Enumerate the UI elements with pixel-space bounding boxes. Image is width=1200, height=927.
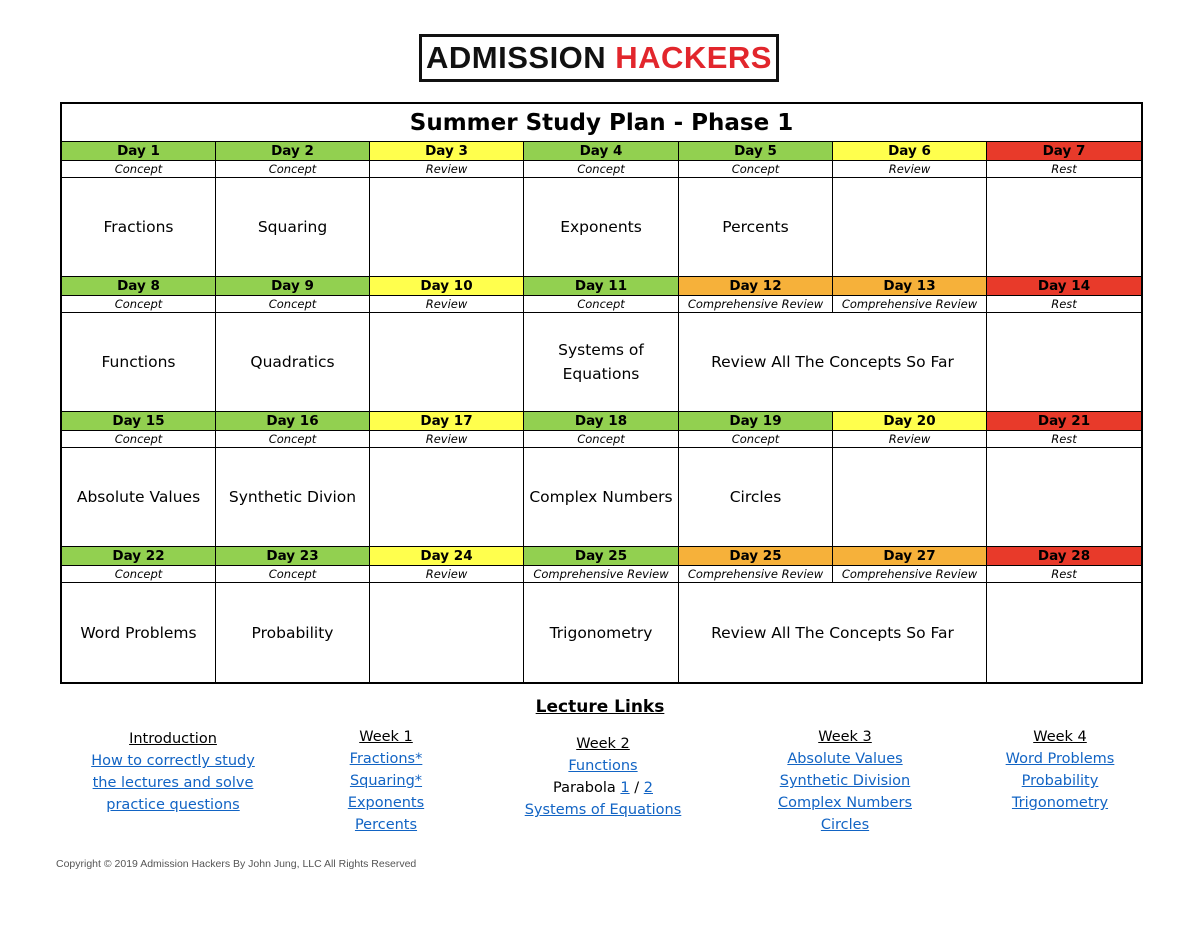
day-type: Concept	[62, 161, 216, 178]
day-type: Concept	[679, 161, 833, 178]
topic-cell: Review All The Concepts So Far	[679, 583, 987, 682]
day-type: Rest	[987, 296, 1141, 313]
week1-link-percents[interactable]: Percents	[354, 817, 418, 833]
day-label: Day 6	[833, 142, 987, 161]
day-type: Review	[370, 296, 524, 313]
day-type: Concept	[679, 431, 833, 448]
topic-cell: Squaring	[216, 178, 370, 277]
week4-link-word-problems[interactable]: Word Problems	[1005, 751, 1115, 767]
week1-link-exponents[interactable]: Exponents	[347, 795, 425, 811]
day-label: Day 20	[833, 412, 987, 431]
day-label: Day 7	[987, 142, 1141, 161]
topic-cell: Percents	[679, 178, 833, 277]
topic-cell: Synthetic Divion	[216, 448, 370, 547]
topic-cell: Quadratics	[216, 313, 370, 412]
parabola-link-2[interactable]: 2	[643, 780, 653, 796]
day-label: Day 12	[679, 277, 833, 296]
topic-cell	[370, 583, 524, 682]
parabola-row	[513, 777, 693, 799]
topic-cell: Complex Numbers	[524, 448, 679, 547]
week2-column	[513, 733, 693, 821]
topic-cell: Systems of Equations	[524, 313, 679, 412]
day-type: Rest	[987, 566, 1141, 583]
day-label: Day 9	[216, 277, 370, 296]
week2-heading: Week 2	[576, 736, 630, 752]
week4-link-probability[interactable]: Probability	[1021, 773, 1099, 789]
day-label: Day 1	[62, 142, 216, 161]
topic-cell: Probability	[216, 583, 370, 682]
day-label: Day 27	[833, 547, 987, 566]
topic-cell: Trigonometry	[524, 583, 679, 682]
intro-column	[86, 728, 260, 816]
day-label: Day 16	[216, 412, 370, 431]
day-label: Day 25	[524, 547, 679, 566]
day-type: Concept	[216, 296, 370, 313]
day-type: Comprehensive Review	[524, 566, 679, 583]
day-type: Review	[370, 566, 524, 583]
day-type: Review	[833, 431, 987, 448]
intro-heading: Introduction	[129, 731, 217, 747]
topic-cell	[987, 313, 1141, 412]
day-label: Day 21	[987, 412, 1141, 431]
day-label: Day 2	[216, 142, 370, 161]
week3-link-circles[interactable]: Circles	[820, 817, 870, 833]
logo-text-admission: ADMISSION	[426, 40, 607, 75]
parabola-link-1[interactable]: 1	[620, 780, 630, 796]
day-label: Day 28	[987, 547, 1141, 566]
day-type: Concept	[216, 566, 370, 583]
topic-cell: Circles	[679, 448, 833, 547]
day-type: Comprehensive Review	[679, 566, 833, 583]
week4-column	[995, 726, 1125, 814]
topic-cell: Fractions	[62, 178, 216, 277]
day-type: Concept	[216, 161, 370, 178]
topic-cell: Absolute Values	[62, 448, 216, 547]
day-label: Day 18	[524, 412, 679, 431]
week3-link-complex-numbers[interactable]: Complex Numbers	[777, 795, 912, 811]
day-type: Review	[833, 161, 987, 178]
topic-cell: Exponents	[524, 178, 679, 277]
topic-cell	[987, 583, 1141, 682]
parabola-separator: /	[634, 780, 640, 796]
week2-link-functions[interactable]: Functions	[568, 758, 638, 774]
day-type: Rest	[987, 431, 1141, 448]
day-label: Day 10	[370, 277, 524, 296]
week3-heading: Week 3	[818, 729, 872, 745]
logo-text-hackers: HACKERS	[615, 40, 772, 75]
day-label: Day 4	[524, 142, 679, 161]
day-label: Day 22	[62, 547, 216, 566]
day-label: Day 15	[62, 412, 216, 431]
topic-cell: Review All The Concepts So Far	[679, 313, 987, 412]
day-label: Day 14	[987, 277, 1141, 296]
parabola-label: Parabola	[552, 780, 616, 796]
day-type: Concept	[524, 296, 679, 313]
week1-heading: Week 1	[359, 729, 413, 745]
day-label: Day 3	[370, 142, 524, 161]
day-label: Day 25	[679, 547, 833, 566]
day-label: Day 8	[62, 277, 216, 296]
week3-link-synthetic-division[interactable]: Synthetic Division	[779, 773, 911, 789]
week1-column	[326, 726, 446, 836]
topic-cell	[370, 313, 524, 412]
day-type: Comprehensive Review	[679, 296, 833, 313]
day-type: Concept	[216, 431, 370, 448]
day-type: Review	[370, 431, 524, 448]
day-label: Day 24	[370, 547, 524, 566]
topic-cell	[833, 178, 987, 277]
day-type: Comprehensive Review	[833, 296, 987, 313]
copyright-text: Copyright © 2019 Admission Hackers By John Jung, LLC All Rights Reserved	[56, 858, 417, 870]
topic-cell	[987, 448, 1141, 547]
study-plan-table	[60, 102, 1143, 684]
day-type: Concept	[62, 566, 216, 583]
intro-link-line-2[interactable]: the lectures and solve	[92, 775, 254, 791]
day-label: Day 13	[833, 277, 987, 296]
topic-cell: Functions	[62, 313, 216, 412]
topic-cell: Word Problems	[62, 583, 216, 682]
week4-heading: Week 4	[1033, 729, 1087, 745]
admission-hackers-logo	[419, 34, 779, 82]
plan-title: Summer Study Plan - Phase 1	[62, 104, 1141, 142]
day-label: Day 5	[679, 142, 833, 161]
topic-cell	[987, 178, 1141, 277]
day-type: Rest	[987, 161, 1141, 178]
topic-cell	[370, 448, 524, 547]
lecture-links-title: Lecture Links	[535, 697, 665, 717]
day-label: Day 19	[679, 412, 833, 431]
day-type: Concept	[524, 161, 679, 178]
week3-column	[760, 726, 930, 836]
week2-link-systems[interactable]: Systems of Equations	[524, 802, 682, 818]
day-label: Day 11	[524, 277, 679, 296]
week4-link-trigonometry[interactable]: Trigonometry	[1011, 795, 1109, 811]
day-type: Concept	[62, 431, 216, 448]
week1-link-fractions[interactable]: Fractions*	[349, 751, 423, 767]
day-label: Day 23	[216, 547, 370, 566]
week3-link-absolute-values[interactable]: Absolute Values	[787, 751, 903, 767]
topic-cell	[833, 448, 987, 547]
day-type: Concept	[62, 296, 216, 313]
intro-link-line-1[interactable]: How to correctly study	[91, 753, 255, 769]
topic-cell	[370, 178, 524, 277]
week1-link-squaring[interactable]: Squaring*	[349, 773, 423, 789]
day-type: Review	[370, 161, 524, 178]
intro-link-line-3[interactable]: practice questions	[106, 797, 240, 813]
day-type: Concept	[524, 431, 679, 448]
day-type: Comprehensive Review	[833, 566, 987, 583]
day-label: Day 17	[370, 412, 524, 431]
